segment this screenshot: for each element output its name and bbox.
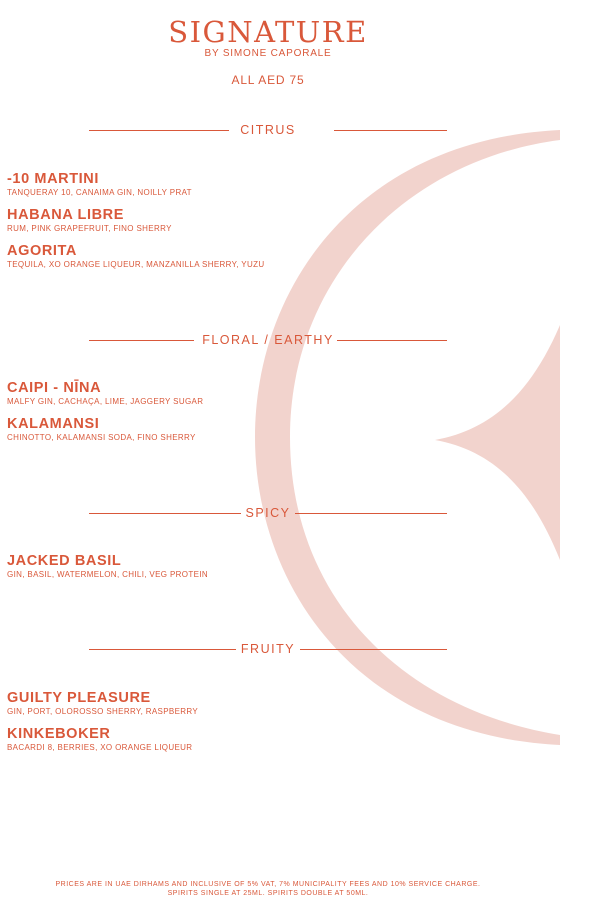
- menu-item: [7, 689, 198, 717]
- drink-ingredients: TEQUILA, XO ORANGE LIQUEUR, MANZANILLA SHERRY, YUZU: [7, 260, 265, 269]
- section-divider-citrus: [89, 122, 447, 138]
- brand-subtitle: BY SIMONE CAPORALE: [204, 48, 332, 59]
- section-divider-spicy: [89, 505, 447, 521]
- menu-item: [7, 415, 196, 443]
- menu-item: [7, 242, 264, 270]
- drink-ingredients: BACARDI 8, BERRIES, XO ORANGE LIQUEUR: [7, 743, 193, 752]
- divider-line-right: [300, 649, 447, 650]
- drink-name: GUILTY PLEASURE: [7, 690, 151, 706]
- section-title: SPICY: [245, 506, 291, 520]
- drink-name: JACKED BASIL: [7, 553, 122, 569]
- section-divider-floral-earthy: [89, 332, 447, 348]
- divider-line-right: [334, 130, 447, 131]
- drink-name: -10 MARTINI: [7, 171, 99, 187]
- menu-item: [7, 170, 192, 198]
- footer-line-1: PRICES ARE IN UAE DIRHAMS AND INCLUSIVE OF 5% VAT, 7% MUNICIPALITY FEES AND 10% SERVICE CHARGE.: [55, 881, 481, 888]
- divider-line-right: [295, 513, 447, 514]
- menu-item: [7, 552, 208, 580]
- section-title: FRUITY: [240, 642, 296, 656]
- drink-name: KALAMANSI: [7, 416, 100, 432]
- brand-title: SIGNATURE: [168, 15, 368, 49]
- section-divider-fruity: [89, 641, 447, 657]
- drink-name: AGORITA: [7, 243, 77, 259]
- footer-line-2: SPIRITS SINGLE AT 25ML. SPIRITS DOUBLE AT 50ML.: [167, 890, 369, 897]
- drink-ingredients: RUM, PINK GRAPEFRUIT, FINO SHERRY: [7, 224, 172, 233]
- price-note: ALL AED 75: [231, 73, 305, 87]
- drink-ingredients: GIN, BASIL, WATERMELON, CHILI, VEG PROTEIN: [7, 570, 208, 579]
- menu-item: [7, 725, 192, 753]
- drink-name: KINKEBOKER: [7, 726, 111, 742]
- menu-item: [7, 206, 172, 234]
- menu-item: [7, 379, 203, 407]
- section-title: CITRUS: [240, 123, 296, 137]
- footer-note: [0, 880, 536, 898]
- drink-ingredients: GIN, PORT, OLOROSSO SHERRY, RASPBERRY: [7, 707, 199, 716]
- drink-ingredients: MALFY GIN, CACHAÇA, LIME, JAGGERY SUGAR: [7, 397, 204, 406]
- brand-logo: [168, 14, 368, 59]
- drink-ingredients: CHINOTTO, KALAMANSI SODA, FINO SHERRY: [7, 433, 196, 442]
- drink-ingredients: TANQUERAY 10, CANAIMA GIN, NOILLY PRAT: [7, 188, 192, 197]
- divider-line-right: [337, 340, 447, 341]
- section-title: FLORAL / EARTHY: [202, 333, 334, 347]
- drink-name: CAIPI - NĪNA: [7, 380, 102, 396]
- drink-name: HABANA LIBRE: [7, 207, 125, 223]
